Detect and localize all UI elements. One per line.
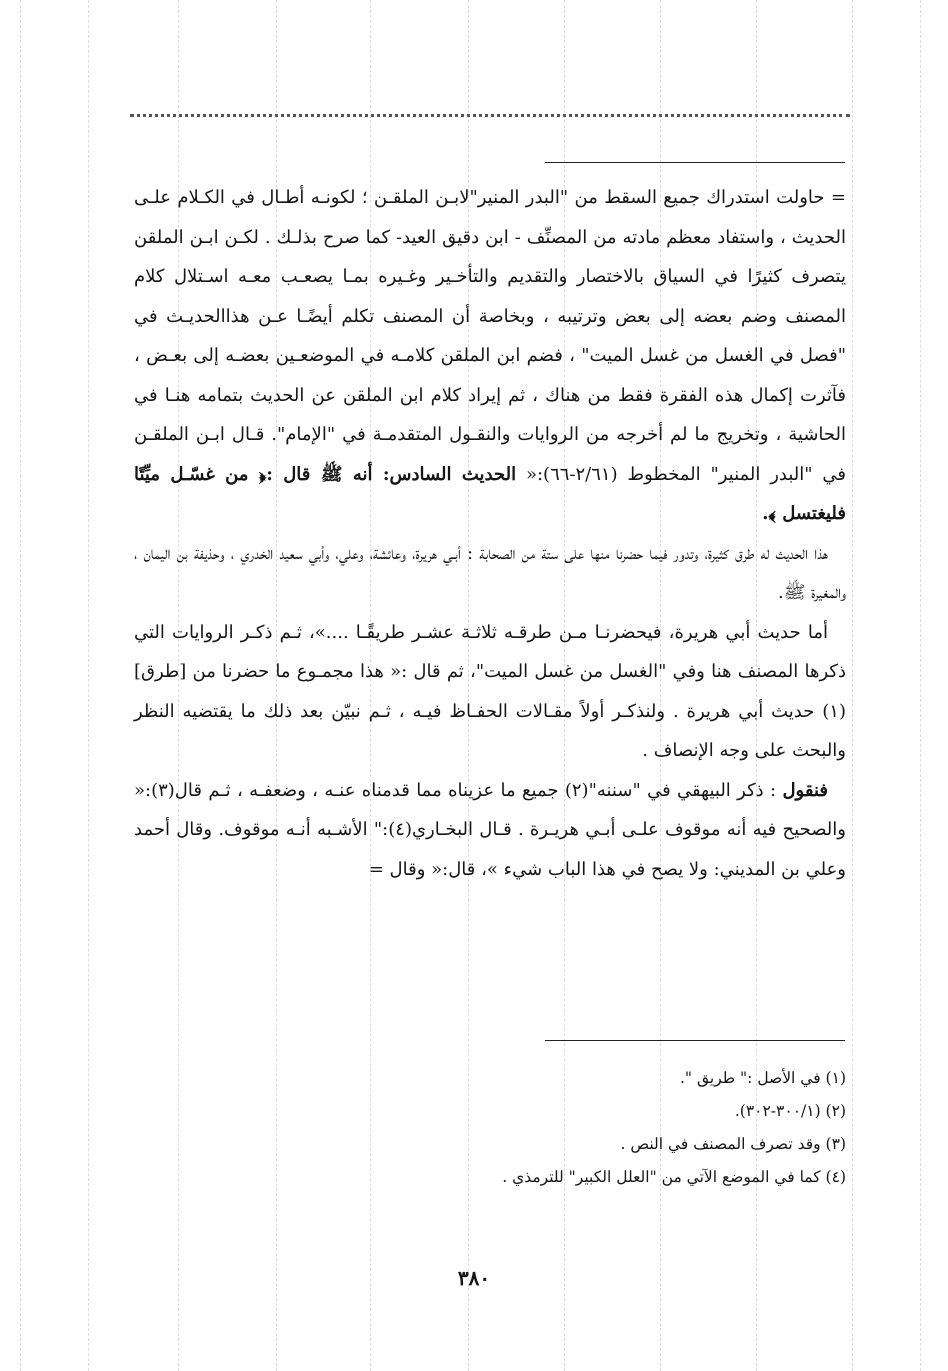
page-number: ٣٨٠: [457, 1266, 491, 1290]
main-text: [134, 178, 846, 889]
header-dotted-rule: [130, 114, 850, 117]
footnote-3: (٣) وقد تصرف المصنف في النص .: [620, 1135, 846, 1153]
paragraph-4-lead: فنقول: [782, 779, 828, 801]
paragraph-2: هذا الحديث له طرق كثيرة، وتدور فيما حضرنا منها على ستة من الصحابة : أبـي هريرة، وعائشة، وعلي، وأبي سعيد الخدري ، وحذيفة بن اليمان ، والمغيرة ﷺ.: [134, 542, 846, 603]
paragraph-4: [134, 771, 846, 890]
grid-line: [20, 0, 21, 1371]
paragraph-3: أما حديث أبي هريرة، فيحضرنـا مـن طرقـه ثلاثـة عشـر طريقًـا ....»، ثـم ذكـر الروايات التي ذكرها المصنف هنا وفي "الغسل من غسل الميت"، ثم قال :« هذا مجمـوع ما حضرنا من [طرق](١) حديث أبي هريرة . ولنذكـر أولاً مقـالات الحفـاظ فيـه ، ثـم نبيّن بعد ذلك ما يقتضيه النظر والبحث على وجه الإنصاف .: [134, 621, 846, 761]
footnote-1: (١) في الأصل :" طريق ".: [680, 1069, 846, 1087]
grid-line: [920, 0, 921, 1371]
paragraph-4-text: : ذكر البيهقي في "سننه"(٢) جميع ما عزيناه مما قدمناه عنـه ، وضعفـه ، ثـم قال(٣):« والصحيح فيه أنه موقوف علـى أبـي هريـرة . قـال البخـاري(٤):" الأشـبه أنـه موقوف. وقال أحمد وعلي بن المديني: ولا يصح في هذا الباب شيء »، قال:« وقال =: [134, 779, 846, 880]
footnote-rule: [545, 1040, 845, 1041]
footnotes: [134, 1062, 846, 1194]
grid-line: [88, 0, 89, 1371]
footnote-2: (٢) (٣٠٠/١-٣٠٢).: [734, 1102, 846, 1120]
continuation-paragraph: [134, 178, 846, 534]
continuation-text: = حاولت استدراك جميع السقط من "البدر المنير"لابـن الملقـن ؛ لكونـه أطـال في الكـلام علـى الحديث ، واستفاد معظم مادته من المصنِّف - ابن دقيق العيد- كما صرح بذلـك . لكـن ابـن الملقن يتصرف كثيرًا في السياق بالاختصار والتقديم والتأخـير وغـيره بمـا يصعـب معـه اسـتلال كلام المصنف وضم بعضه إلى بعض وترتيبه ، وبخاصة أن المصنف تكلم أيضًـا عـن هذاالحديـث في "فصل في الغسل من غسل الميت" ، فضم ابن الملقن كلامـه في الموضعـين بعضـه إلى بعـض ، فآثرت إكمال هذه الفقرة فقط من هناك ، ثم إيراد كلام ابن الملقن عن الحديث بتمامه هنـا في الحاشية ، وتخريج ما لم أخرجه من الروايات والنقـول المتقدمـة في "الإمام". قـال ابـن الملقـن في "البدر المنير" المخطوط (٢/٦١-٦٦):«: [134, 187, 846, 485]
hadith-heading: الحديث السادس: أنه ﷺ قال :﴿ من غسّـل ميِّتًا فليغتسل ﴾.: [134, 463, 846, 524]
footnote-4: (٤) كما في الموضع الآتي من "العلل الكبير" للترمذي .: [502, 1168, 846, 1186]
continuation-rule: [545, 162, 845, 163]
grid-line: [852, 0, 853, 1371]
